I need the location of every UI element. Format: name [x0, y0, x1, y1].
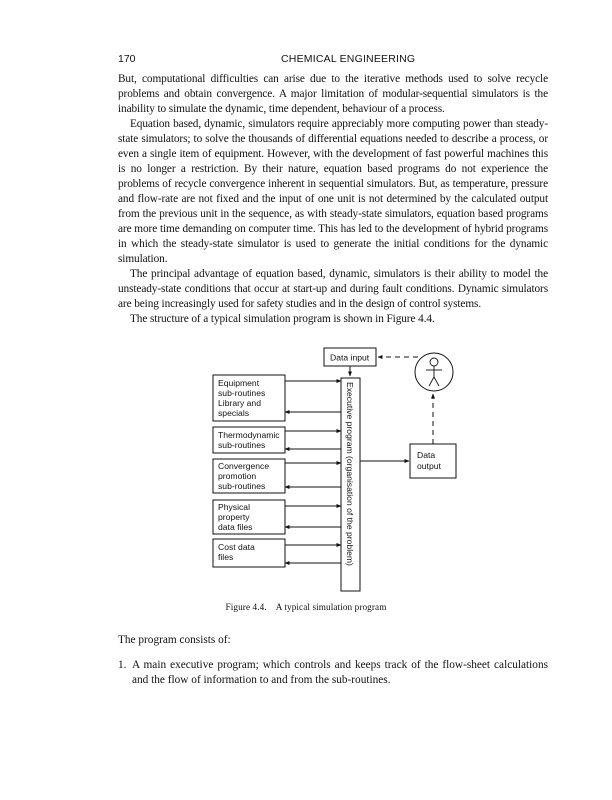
list-intro: The program consists of:: [118, 634, 231, 646]
data-input-label: Data input: [330, 352, 370, 363]
running-head: CHEMICAL ENGINEERING: [281, 53, 416, 65]
paragraph: The principal advantage of equation based, dynamic, simulators is their ability to model the unsteady-state conditions that occur at start-up and during fault conditions. Dynamic simulators are being increasingly used for safety studies and in the design of control systems.: [118, 268, 548, 310]
data-output-label: output: [417, 461, 441, 471]
caption-label: Figure 4.4.: [225, 602, 267, 612]
box-label: Physical: [218, 502, 250, 512]
figure-caption: [0, 602, 612, 612]
numbered-list: [118, 658, 548, 688]
box-label: specials: [218, 408, 250, 418]
box-label: Equipment: [218, 378, 260, 388]
box-label: Library and: [218, 398, 261, 408]
box-label: sub-routines: [218, 440, 266, 450]
box-label: sub-routines: [218, 388, 266, 398]
list-number: 1.: [118, 659, 127, 671]
user-icon: [415, 353, 453, 391]
paragraph: The structure of a typical simulation program is shown in Figure 4.4.: [130, 313, 435, 325]
list-item: [118, 658, 548, 688]
box-label: Convergence: [218, 461, 270, 471]
box-label: files: [218, 552, 234, 562]
box-label: property: [218, 512, 250, 522]
box-label: promotion: [218, 471, 257, 481]
box-label: data files: [218, 522, 253, 532]
box-label: sub-routines: [218, 481, 266, 491]
executive-program-label: Executive program (organisation of the problem): [345, 382, 355, 566]
caption-text: A typical simulation program: [275, 602, 387, 612]
data-output-label: Data: [417, 450, 436, 460]
paragraph: Equation based, dynamic, simulators require appreciably more computing power than steady-state simulators; to solve the thousands of differential equations needed to describe a process, or even a single item of equipment. However, with the development of fast powerful machines this is no longer a restriction. By their nature, equation based programs do not experience the problems of recycle convergence inherent in sequential simulators. But, as temperature, pressure and flow-rate are not fixed and the input of one unit is not determined by the calculated output from the previous unit in the sequence, as with steady-state simulators, equation based programs are more time demanding on computer time. This has led to the development of hybrid programs in which the steady-state simulator is used to generate the initial conditions for the dynamic simulation.: [118, 118, 548, 265]
list-section: [118, 633, 548, 688]
page-number: 170: [118, 53, 136, 65]
box-label: Cost data: [218, 542, 255, 552]
list-text: A main executive program; which controls and keeps track of the flow-sheet calculations and the flow of information to and from the sub-routines.: [132, 659, 548, 686]
paragraph: But, computational difficulties can arise due to the iterative methods used to solve recycle problems and obtain convergence. A major limitation of modular-sequential simulators is the inability to simulate the dynamic, time dependent, behaviour of a process.: [118, 73, 548, 115]
box-label: Thermodynamic: [218, 430, 280, 440]
